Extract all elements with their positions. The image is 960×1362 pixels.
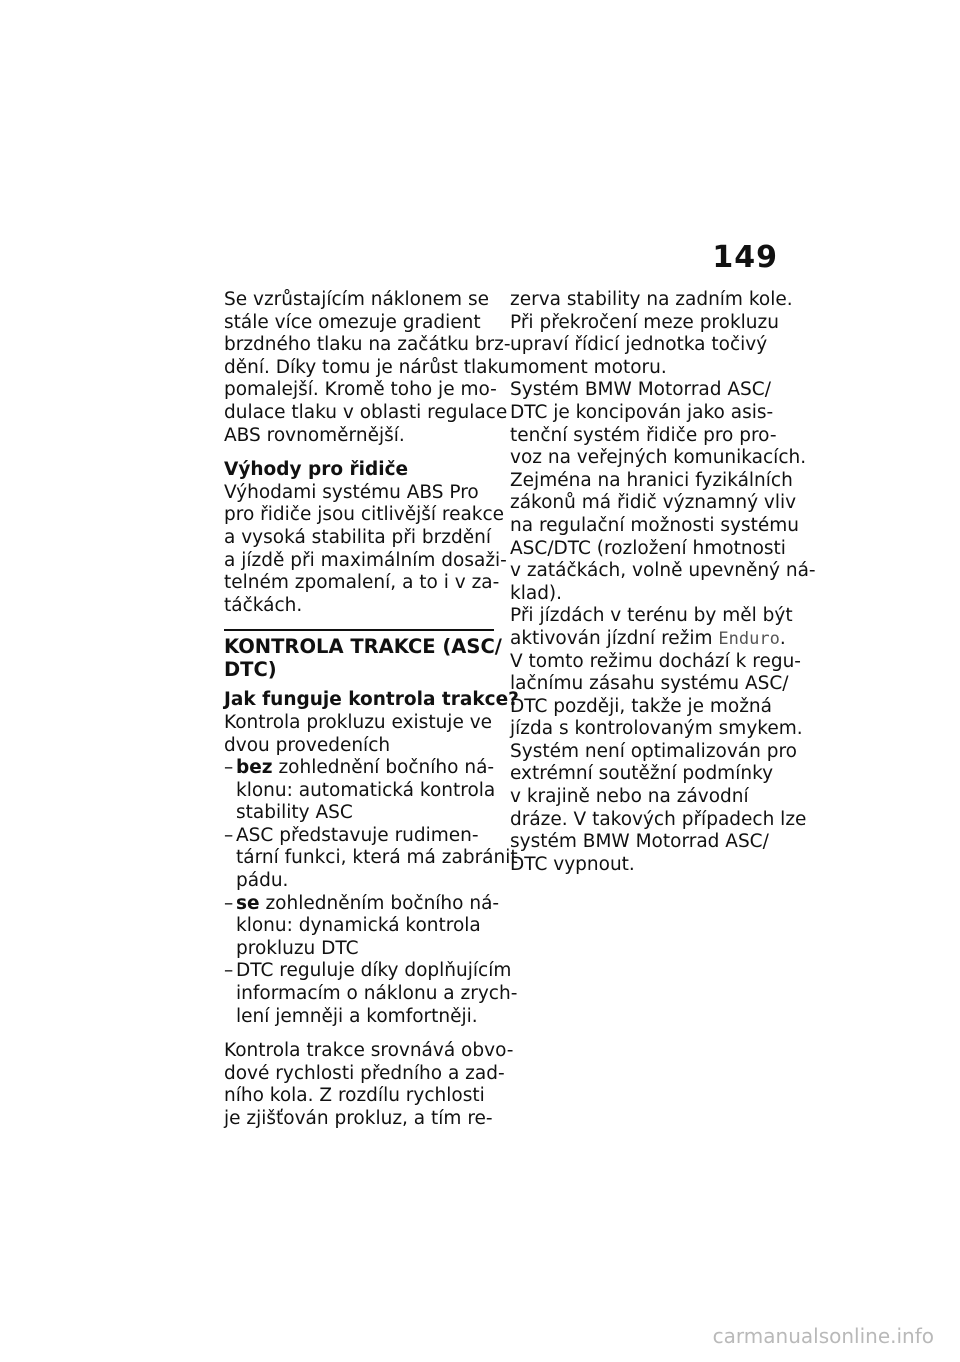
- text-line: Kontrola prokluzu existuje ve: [224, 711, 493, 733]
- text-line: dění. Díky tomu je nárůst tlaku: [224, 356, 510, 378]
- text-line: Systém BMW Motorrad ASC/: [510, 379, 771, 401]
- watermark: carmanualsonline.info: [712, 1324, 934, 1348]
- text-line: stále více omezuje gradient: [224, 311, 481, 333]
- text-line: dvou provedeních: [224, 734, 391, 756]
- text-line: DTC později, takže je možná: [510, 695, 772, 717]
- text-line: a jízdě při maximálním dosaži-: [224, 549, 507, 571]
- text-line: moment motoru.: [510, 356, 667, 378]
- text-line: DTC je koncipován jako asis-: [510, 401, 774, 423]
- text-line: Při překročení meze prokluzu: [510, 311, 779, 333]
- text-line: pomalejší. Kromě toho je mo-: [224, 379, 497, 401]
- text-line: Při jízdách v terénu by měl být: [510, 605, 793, 627]
- text-line: systém BMW Motorrad ASC/: [510, 831, 769, 853]
- left-column: [224, 289, 519, 1131]
- text-line: Zejména na hranici fyzikálních: [510, 469, 793, 491]
- text-line: dráze. V takových případech lze: [510, 808, 807, 830]
- text-line: v zatáčkách, volně upevněný ná-: [510, 560, 816, 582]
- list-item-cont: pádu.: [236, 870, 289, 892]
- riding-mode-line: aktivován jízdní režim Enduro.: [510, 627, 786, 649]
- page-number: 149: [712, 240, 778, 275]
- list-item-cont: prokluzu DTC: [236, 937, 359, 959]
- text-line: v krajině nebo na závodní: [510, 786, 749, 808]
- section-title: KONTROLA TRAKCE (ASC/: [224, 635, 502, 659]
- how-heading: Jak funguje kontrola trakce?: [224, 689, 519, 711]
- traction-paragraph: [224, 1040, 514, 1130]
- text-line: dulace tlaku v oblasti regulace: [224, 401, 508, 423]
- list-item-cont: lení jemněji a komfortněji.: [236, 1005, 478, 1027]
- section-title: DTC): [224, 658, 277, 682]
- text-line: táčkách.: [224, 594, 303, 616]
- text-line: zákonů má řidič významný vliv: [510, 492, 797, 514]
- right-column: [510, 289, 816, 876]
- text-line: zerva stability na zadním kole.: [510, 289, 793, 310]
- list-item-cont: stability ASC: [236, 802, 353, 824]
- text-line: Se vzrůstajícím náklonem se: [224, 289, 489, 310]
- text-line: Systém není optimalizován pro: [510, 740, 797, 762]
- list-item: – se zohledněním bočního ná-: [224, 892, 500, 914]
- list-item-cont: klonu: dynamická kontrola: [236, 915, 481, 937]
- list-item: – ASC představuje rudimen-: [224, 824, 479, 846]
- text-line: pro řidiče jsou citlivější reakce: [224, 504, 505, 526]
- text-line: na regulační možnosti systému: [510, 514, 799, 536]
- bullet-list: [224, 757, 518, 1028]
- list-item-cont: tární funkci, která má zabránit: [236, 847, 518, 869]
- text-line: a vysoká stabilita při brzdění: [224, 526, 491, 548]
- list-item: – DTC reguluje díky doplňujícím: [224, 960, 512, 982]
- text-line: tenční systém řidiče pro pro-: [510, 424, 777, 446]
- text-line: DTC vypnout.: [510, 853, 635, 875]
- section-divider: [224, 629, 502, 682]
- text-line: Výhodami systému ABS Pro: [224, 481, 479, 503]
- list-item: – bez zohlednění bočního ná-: [224, 757, 495, 779]
- text-line: V tomto režimu dochází k regu-: [510, 650, 801, 672]
- text-line: ASC/DTC (rozložení hmotnosti: [510, 537, 786, 559]
- list-item-cont: informacím o náklonu a zrych-: [236, 983, 518, 1005]
- text-line: extrémní soutěžní podmínky: [510, 763, 774, 785]
- text-line: lačnímu zásahu systému ASC/: [510, 673, 789, 695]
- list-item-cont: klonu: automatická kontrola: [236, 779, 496, 801]
- text-line: ABS rovnoměrnější.: [224, 424, 405, 446]
- text-line: jízda s kontrolovaným smykem.: [510, 718, 803, 740]
- text-line: klad).: [510, 582, 563, 604]
- benefits-paragraph: [224, 481, 507, 618]
- text-line: ního kola. Z rozdílu rychlosti: [224, 1085, 485, 1107]
- text-line: je zjišťován prokluz, a tím re-: [224, 1108, 493, 1129]
- text-line: brzdného tlaku na začátku brz-: [224, 334, 511, 356]
- abs-pro-paragraph: [224, 289, 511, 447]
- riding-mode-name: Enduro: [718, 628, 780, 649]
- benefits-heading: Výhody pro řidiče: [224, 459, 409, 481]
- text-line: telném zpomalení, a to i v za-: [224, 572, 500, 594]
- text-line: voz na veřejných komunikacích.: [510, 447, 807, 469]
- text-line: upraví řídicí jednotka točivý: [510, 334, 768, 356]
- text-line: dové rychlosti předního a zad-: [224, 1062, 505, 1084]
- text-line: Kontrola trakce srovnává obvo-: [224, 1040, 514, 1062]
